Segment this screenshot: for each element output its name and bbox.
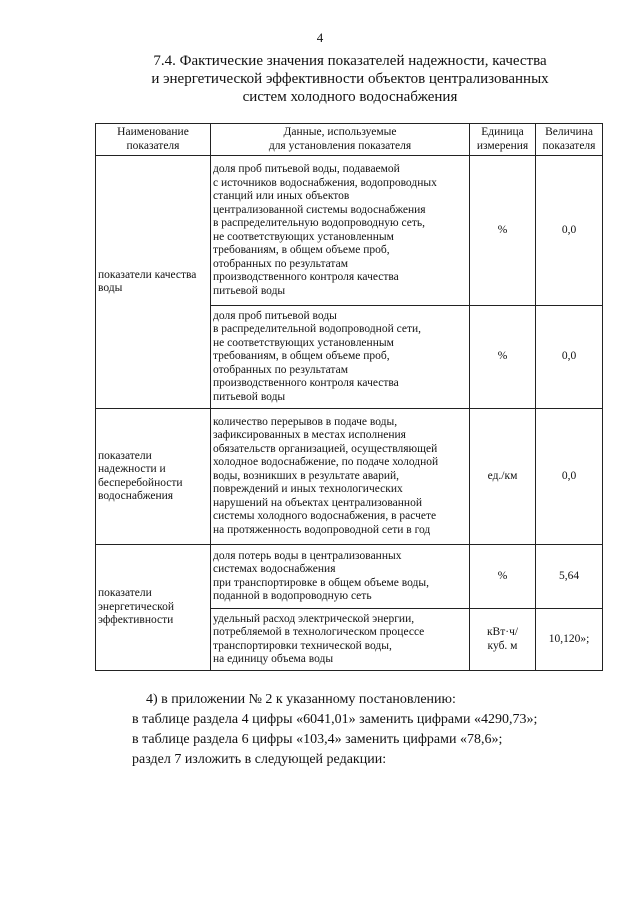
category-cell: показатели энергетической эффективности [96,545,211,671]
value-cell: 0,0 [536,306,603,409]
amendment-item: 4) в приложении № 2 к указанному постановлению: [146,692,456,707]
value-cell: 0,0 [536,409,603,545]
unit-cell: % [470,306,536,409]
description-cell: количество перерывов в подаче воды, зафиксированных в местах исполнения обязательств организацией, осуществляющей холодное водоснабжение, по подаче холодной воды, возникших в результате аварий, повреждений и иных технологических нарушений на объектах централизованной системы холодного водоснабжения, в расчете на протяженность водопроводной сети в год [211,409,470,545]
value-cell: 0,0 [536,156,603,306]
column-header-name: Наименование показателя [96,124,211,156]
table-row [96,156,603,306]
value-cell: 5,64 [536,545,603,609]
description-cell: удельный расход электрической энергии, потребляемой в технологическом процессе транспортировки технической воды, на единицу объема воды [211,609,470,671]
category-cell: показатели надежности и бесперебойности водоснабжения [96,409,211,545]
unit-cell: ед./км [470,409,536,545]
table-row [96,409,603,545]
description-cell: доля проб питьевой воды, подаваемой с источников водоснабжения, водопроводных станций или иных объектов централизованной системы водоснабжения в распределительную водопроводную сеть, не соответствующих установленным требованиям, в общем объеме проб, отобранных по результатам производственного контроля качества питьевой воды [211,156,470,306]
amendment-line: в таблице раздела 4 цифры «6041,01» заменить цифрами «4290,73»; [132,712,538,727]
description-cell: доля проб питьевой воды в распределительной водопроводной сети, не соответствующих установленным требованиям, в общем объеме проб, отобранных по результатам производственного контроля качества питьевой воды [211,306,470,409]
table-row [96,545,603,609]
description-cell: доля потерь воды в централизованных системах водоснабжения при транспортировке в общем объеме воды, поданной в водопроводную сеть [211,545,470,609]
section-title: 7.4. Фактические значения показателей надежности, качества и энергетической эффективности объектов централизованных систем холодного водоснабжения [151,53,549,105]
column-header-value: Величина показателя [536,124,603,156]
unit-cell: % [470,545,536,609]
indicators-table [95,123,603,671]
page-number: 4 [316,30,324,45]
value-cell: 10,120»; [536,609,603,671]
unit-cell: % [470,156,536,306]
column-header-unit: Единица измерения [470,124,536,156]
amendment-line: в таблице раздела 6 цифры «103,4» заменить цифрами «78,6»; [132,732,503,747]
unit-cell: кВт·ч/ куб. м [470,609,536,671]
column-header-data: Данные, используемые для установления показателя [211,124,470,156]
table-header-row [96,124,603,156]
category-cell: показатели качества воды [96,156,211,409]
amendment-text [132,690,612,770]
amendment-line: раздел 7 изложить в следующей редакции: [132,752,387,767]
